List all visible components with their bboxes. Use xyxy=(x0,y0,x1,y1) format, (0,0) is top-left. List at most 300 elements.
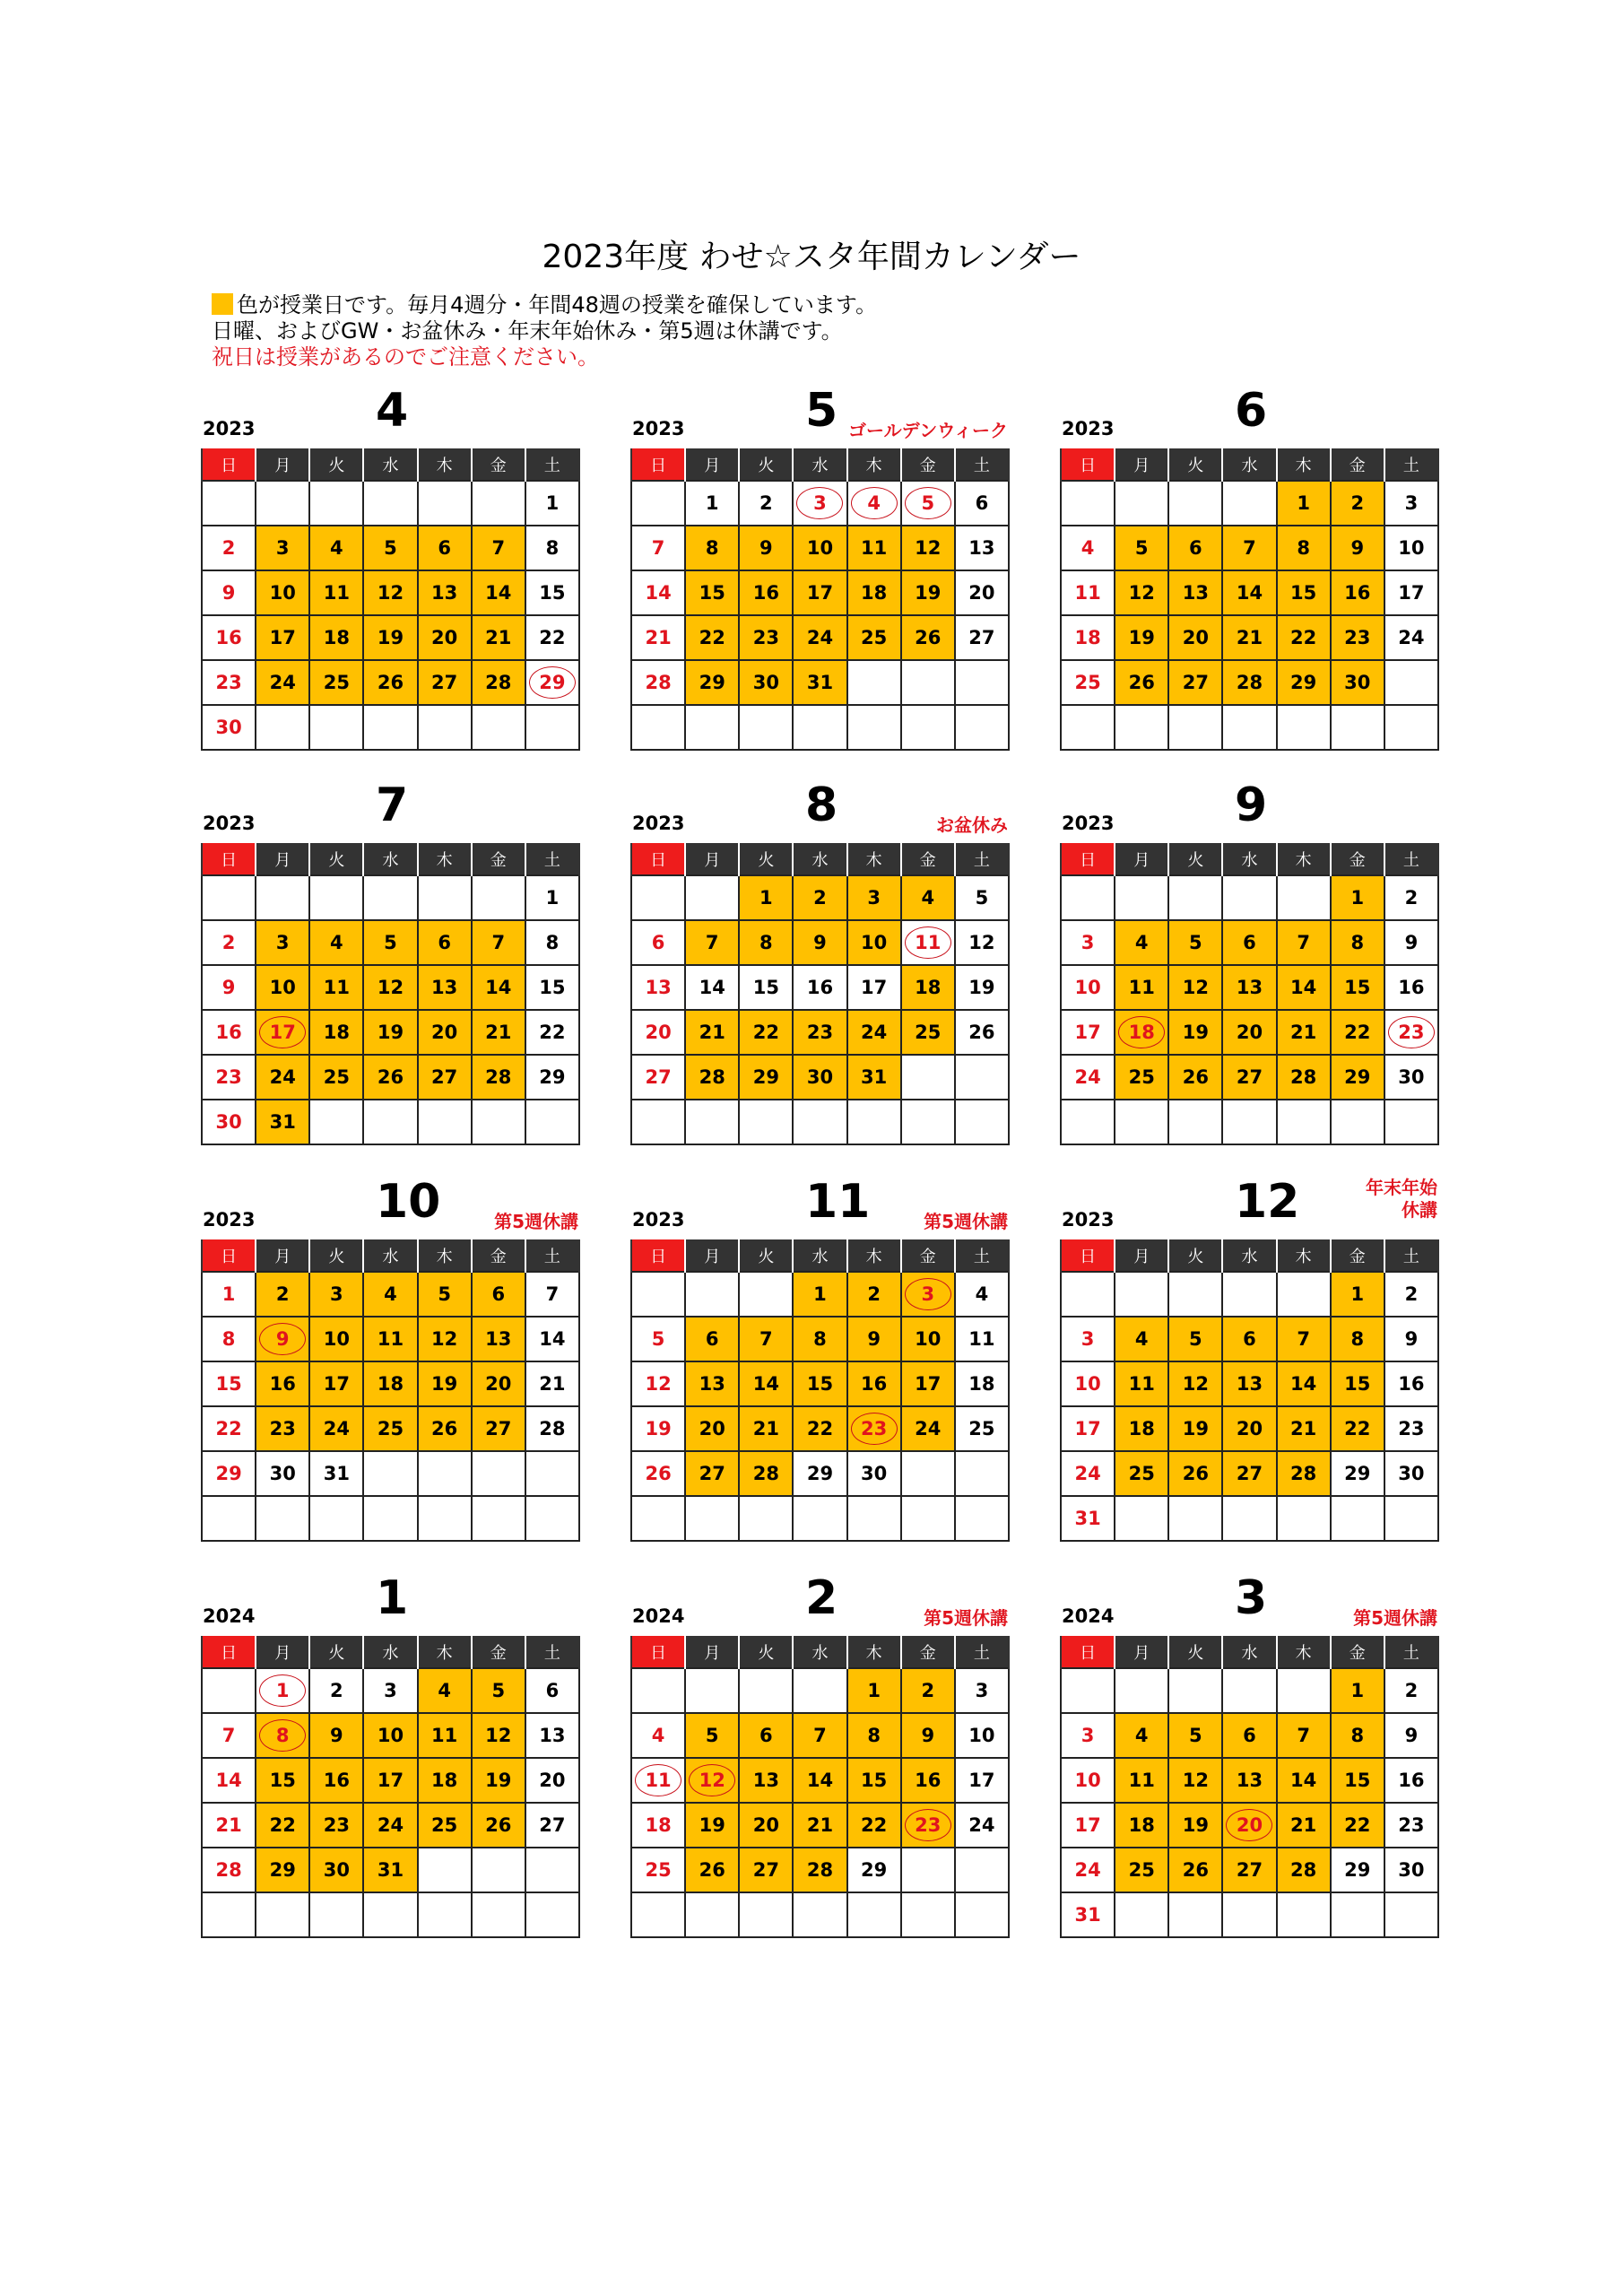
holiday-circle: 5 xyxy=(905,487,951,519)
empty-cell xyxy=(363,481,417,526)
weekday-header: 金 xyxy=(472,1239,525,1272)
week-row xyxy=(631,481,1009,526)
holiday-circle: 1 xyxy=(259,1674,306,1707)
day-cell: 6 xyxy=(1168,526,1222,570)
weekday-header-row xyxy=(202,448,579,481)
day-cell: 15 xyxy=(739,965,793,1010)
day-cell: 24 xyxy=(309,1406,363,1451)
empty-cell xyxy=(955,1892,1009,1937)
day-cell: 17 xyxy=(793,570,846,615)
week-row xyxy=(202,1451,579,1496)
day-cell: 16 xyxy=(901,1758,955,1803)
day-cell: 22 xyxy=(847,1803,901,1848)
day-cell: 12 xyxy=(1168,1758,1222,1803)
week-row xyxy=(202,875,579,920)
day-cell: 12 xyxy=(1168,1361,1222,1406)
day-cell: 27 xyxy=(418,1055,472,1100)
day-cell: 9 xyxy=(847,1317,901,1361)
day-cell: 17 xyxy=(1061,1803,1115,1848)
day-cell: 1 xyxy=(739,875,793,920)
weekday-header: 火 xyxy=(1168,843,1222,875)
empty-cell xyxy=(472,875,525,920)
day-cell: 6 xyxy=(685,1317,739,1361)
weekday-header: 月 xyxy=(685,448,739,481)
weekday-header: 月 xyxy=(1115,843,1168,875)
day-cell: 22 xyxy=(1277,615,1331,660)
day-cell: 26 xyxy=(631,1451,685,1496)
day-cell: 22 xyxy=(793,1406,846,1451)
weekday-header: 木 xyxy=(847,1239,901,1272)
week-row xyxy=(631,1892,1009,1937)
week-row xyxy=(1061,526,1438,570)
week-row xyxy=(1061,1713,1438,1758)
holiday-circle: 4 xyxy=(851,487,898,519)
empty-cell xyxy=(363,1100,417,1144)
day-cell: 14 xyxy=(685,965,739,1010)
day-cell: 19 xyxy=(901,570,955,615)
empty-cell xyxy=(685,1892,739,1937)
weekday-header: 土 xyxy=(1384,448,1438,481)
day-cell: 7 xyxy=(793,1713,846,1758)
day-cell: 17 xyxy=(309,1361,363,1406)
day-cell: 20 xyxy=(631,1010,685,1055)
day-cell: 3 xyxy=(955,1668,1009,1713)
day-cell: 7 xyxy=(1277,920,1331,965)
day-cell: 29 xyxy=(256,1848,309,1892)
week-row xyxy=(1061,1100,1438,1144)
day-cell: 14 xyxy=(631,570,685,615)
day-cell: 1 xyxy=(1331,1668,1384,1713)
day-cell: 4 xyxy=(1115,1713,1168,1758)
day-cell: 17 xyxy=(847,965,901,1010)
day-cell: 5 xyxy=(418,1272,472,1317)
day-cell: 23 xyxy=(793,1010,846,1055)
day-cell: 1 xyxy=(1277,481,1331,526)
week-row xyxy=(1061,660,1438,705)
day-cell: 22 xyxy=(685,615,739,660)
day-cell xyxy=(1384,1010,1438,1055)
day-cell: 30 xyxy=(1384,1848,1438,1892)
weekday-header: 日 xyxy=(1061,1636,1115,1668)
day-cell: 16 xyxy=(1384,965,1438,1010)
day-cell: 1 xyxy=(1331,1272,1384,1317)
day-cell: 13 xyxy=(525,1713,579,1758)
legend-line-1: 色が授業日です。毎月4週分・年間48週の授業を確保しています。 xyxy=(212,292,877,318)
day-cell xyxy=(256,1713,309,1758)
month-header xyxy=(201,780,580,843)
empty-cell xyxy=(309,1892,363,1937)
day-cell: 8 xyxy=(793,1317,846,1361)
weekday-header: 日 xyxy=(631,1636,685,1668)
day-cell: 22 xyxy=(1331,1406,1384,1451)
week-row xyxy=(1061,615,1438,660)
calendar-table xyxy=(1060,1636,1439,1938)
day-cell: 9 xyxy=(1331,526,1384,570)
empty-cell xyxy=(202,481,256,526)
empty-cell xyxy=(955,660,1009,705)
day-cell: 22 xyxy=(1331,1803,1384,1848)
empty-cell xyxy=(363,1892,417,1937)
empty-cell xyxy=(739,705,793,750)
week-row xyxy=(1061,875,1438,920)
day-cell: 31 xyxy=(363,1848,417,1892)
weekday-header: 金 xyxy=(1331,843,1384,875)
calendar-table xyxy=(630,843,1010,1145)
day-cell: 18 xyxy=(1115,1406,1168,1451)
day-cell: 4 xyxy=(309,526,363,570)
day-cell: 16 xyxy=(256,1361,309,1406)
weekday-header: 土 xyxy=(1384,1239,1438,1272)
day-cell: 11 xyxy=(1061,570,1115,615)
day-cell: 2 xyxy=(901,1668,955,1713)
day-cell: 5 xyxy=(1168,1317,1222,1361)
weekday-header: 木 xyxy=(1277,843,1331,875)
day-cell: 21 xyxy=(1277,1010,1331,1055)
empty-cell xyxy=(631,1100,685,1144)
day-cell: 17 xyxy=(1061,1406,1115,1451)
day-cell: 2 xyxy=(202,526,256,570)
weekday-header: 日 xyxy=(631,1239,685,1272)
weekday-header: 火 xyxy=(739,1636,793,1668)
week-row xyxy=(631,615,1009,660)
empty-cell xyxy=(955,705,1009,750)
week-row xyxy=(202,526,579,570)
day-cell: 8 xyxy=(525,526,579,570)
week-row xyxy=(631,1713,1009,1758)
year-label: 2023 xyxy=(632,813,685,834)
weekday-header: 水 xyxy=(1222,1636,1276,1668)
day-cell: 27 xyxy=(1222,1055,1276,1100)
weekday-header: 土 xyxy=(955,1636,1009,1668)
day-cell: 2 xyxy=(739,481,793,526)
day-cell: 27 xyxy=(955,615,1009,660)
day-cell: 12 xyxy=(901,526,955,570)
day-cell: 15 xyxy=(793,1361,846,1406)
day-cell: 4 xyxy=(901,875,955,920)
day-cell: 15 xyxy=(525,570,579,615)
day-cell: 27 xyxy=(1168,660,1222,705)
week-row xyxy=(631,920,1009,965)
month-2023-8 xyxy=(630,780,1010,1145)
day-cell: 22 xyxy=(739,1010,793,1055)
weekday-header-row xyxy=(202,1239,579,1272)
day-cell: 7 xyxy=(1277,1317,1331,1361)
day-cell xyxy=(685,1758,739,1803)
empty-cell xyxy=(525,705,579,750)
empty-cell xyxy=(793,1668,846,1713)
day-cell: 15 xyxy=(1331,965,1384,1010)
week-row xyxy=(1061,1892,1438,1937)
week-row xyxy=(202,1758,579,1803)
empty-cell xyxy=(309,875,363,920)
empty-cell xyxy=(901,1496,955,1541)
month-number: 5 xyxy=(805,384,838,438)
empty-cell xyxy=(739,1668,793,1713)
holiday-circle: 11 xyxy=(905,926,951,959)
page-title: 2023年度 わせ☆スタ年間カレンダー xyxy=(542,239,1081,275)
month-header xyxy=(630,1573,1010,1636)
day-cell xyxy=(847,1406,901,1451)
day-cell xyxy=(901,1272,955,1317)
day-cell: 6 xyxy=(472,1272,525,1317)
day-cell: 23 xyxy=(1384,1803,1438,1848)
day-cell: 14 xyxy=(472,570,525,615)
empty-cell xyxy=(847,660,901,705)
day-cell: 12 xyxy=(955,920,1009,965)
day-cell: 21 xyxy=(793,1803,846,1848)
day-cell: 31 xyxy=(793,660,846,705)
weekday-header: 日 xyxy=(202,448,256,481)
empty-cell xyxy=(1384,1100,1438,1144)
year-label: 2023 xyxy=(203,813,256,834)
week-row xyxy=(631,1406,1009,1451)
week-row xyxy=(202,1010,579,1055)
day-cell xyxy=(631,1758,685,1803)
empty-cell xyxy=(309,705,363,750)
day-cell: 30 xyxy=(1384,1055,1438,1100)
month-2023-10 xyxy=(201,1177,580,1542)
day-cell: 6 xyxy=(1222,920,1276,965)
empty-cell xyxy=(901,660,955,705)
weekday-header: 土 xyxy=(1384,843,1438,875)
weekday-header: 日 xyxy=(1061,1239,1115,1272)
day-cell: 20 xyxy=(418,615,472,660)
day-cell: 11 xyxy=(1115,1361,1168,1406)
day-cell: 30 xyxy=(309,1848,363,1892)
weekday-header: 土 xyxy=(955,843,1009,875)
holiday-circle: 18 xyxy=(1118,1016,1165,1048)
day-cell: 25 xyxy=(1061,660,1115,705)
empty-cell xyxy=(472,705,525,750)
day-cell: 10 xyxy=(1384,526,1438,570)
day-cell: 4 xyxy=(1115,920,1168,965)
weekday-header: 木 xyxy=(418,448,472,481)
day-cell: 28 xyxy=(739,1451,793,1496)
day-cell: 3 xyxy=(1061,920,1115,965)
day-cell: 31 xyxy=(1061,1892,1115,1937)
day-cell: 10 xyxy=(256,965,309,1010)
empty-cell xyxy=(631,705,685,750)
day-cell: 2 xyxy=(793,875,846,920)
week-row xyxy=(1061,1668,1438,1713)
empty-cell xyxy=(631,1496,685,1541)
day-cell: 31 xyxy=(256,1100,309,1144)
weekday-header: 火 xyxy=(1168,448,1222,481)
day-cell: 15 xyxy=(525,965,579,1010)
day-cell: 24 xyxy=(1061,1451,1115,1496)
weekday-header: 月 xyxy=(1115,1239,1168,1272)
day-cell: 10 xyxy=(1061,1758,1115,1803)
empty-cell xyxy=(1222,875,1276,920)
week-row xyxy=(1061,1848,1438,1892)
calendar-table xyxy=(201,1239,580,1542)
day-cell: 15 xyxy=(1331,1758,1384,1803)
day-cell: 13 xyxy=(631,965,685,1010)
day-cell: 7 xyxy=(631,526,685,570)
day-cell: 11 xyxy=(847,526,901,570)
month-note: 第5週休講 xyxy=(924,1211,1008,1232)
day-cell: 3 xyxy=(363,1668,417,1713)
day-cell: 10 xyxy=(1061,1361,1115,1406)
empty-cell xyxy=(1115,875,1168,920)
day-cell: 16 xyxy=(202,1010,256,1055)
calendar-table xyxy=(630,1636,1010,1938)
weekday-header: 日 xyxy=(202,843,256,875)
day-cell: 6 xyxy=(1222,1317,1276,1361)
day-cell: 28 xyxy=(202,1848,256,1892)
day-cell: 1 xyxy=(793,1272,846,1317)
day-cell: 16 xyxy=(1384,1758,1438,1803)
month-note: 年末年始 休講 xyxy=(1366,1177,1437,1221)
year-label: 2023 xyxy=(1062,418,1115,439)
day-cell: 13 xyxy=(418,570,472,615)
empty-cell xyxy=(525,1848,579,1892)
day-cell: 25 xyxy=(363,1406,417,1451)
weekday-header: 月 xyxy=(256,448,309,481)
month-number: 1 xyxy=(376,1571,409,1625)
day-cell xyxy=(256,1010,309,1055)
day-cell: 17 xyxy=(256,615,309,660)
empty-cell xyxy=(1331,1100,1384,1144)
calendar-table xyxy=(1060,1239,1439,1542)
weekday-header: 金 xyxy=(901,448,955,481)
week-row xyxy=(631,1758,1009,1803)
day-cell: 9 xyxy=(1384,1713,1438,1758)
month-header xyxy=(1060,386,1439,448)
weekday-header: 水 xyxy=(793,1239,846,1272)
calendar-table xyxy=(1060,448,1439,751)
holiday-circle: 23 xyxy=(851,1413,898,1445)
day-cell: 4 xyxy=(309,920,363,965)
day-cell: 14 xyxy=(1277,1361,1331,1406)
month-2023-5 xyxy=(630,386,1010,751)
day-cell: 24 xyxy=(793,615,846,660)
day-cell: 21 xyxy=(1277,1406,1331,1451)
day-cell: 7 xyxy=(685,920,739,965)
weekday-header: 水 xyxy=(793,843,846,875)
day-cell: 1 xyxy=(685,481,739,526)
day-cell: 22 xyxy=(1331,1010,1384,1055)
day-cell: 3 xyxy=(256,526,309,570)
holiday-circle: 9 xyxy=(259,1323,306,1355)
day-cell: 30 xyxy=(1384,1451,1438,1496)
empty-cell xyxy=(418,1892,472,1937)
day-cell: 26 xyxy=(1168,1055,1222,1100)
month-note: お盆休み xyxy=(936,814,1008,836)
weekday-header-row xyxy=(1061,448,1438,481)
day-cell: 15 xyxy=(202,1361,256,1406)
year-label: 2023 xyxy=(1062,1209,1115,1231)
week-row xyxy=(1061,570,1438,615)
empty-cell xyxy=(631,481,685,526)
day-cell: 3 xyxy=(309,1272,363,1317)
week-row xyxy=(202,1317,579,1361)
day-cell: 17 xyxy=(363,1758,417,1803)
empty-cell xyxy=(1277,875,1331,920)
day-cell: 10 xyxy=(1061,965,1115,1010)
day-cell: 19 xyxy=(363,615,417,660)
weekday-header: 月 xyxy=(685,1239,739,1272)
empty-cell xyxy=(1061,1668,1115,1713)
day-cell: 6 xyxy=(739,1713,793,1758)
day-cell: 16 xyxy=(202,615,256,660)
day-cell: 18 xyxy=(309,1010,363,1055)
day-cell: 14 xyxy=(472,965,525,1010)
day-cell: 28 xyxy=(472,660,525,705)
day-cell: 27 xyxy=(472,1406,525,1451)
day-cell: 2 xyxy=(1384,1272,1438,1317)
day-cell: 15 xyxy=(685,570,739,615)
week-row xyxy=(202,1713,579,1758)
empty-cell xyxy=(1115,1496,1168,1541)
week-row xyxy=(631,1496,1009,1541)
empty-cell xyxy=(1384,705,1438,750)
day-cell: 1 xyxy=(525,481,579,526)
day-cell: 2 xyxy=(847,1272,901,1317)
day-cell: 23 xyxy=(202,1055,256,1100)
empty-cell xyxy=(418,1100,472,1144)
day-cell xyxy=(901,1803,955,1848)
empty-cell xyxy=(685,1272,739,1317)
day-cell: 28 xyxy=(1277,1848,1331,1892)
day-cell: 19 xyxy=(418,1361,472,1406)
day-cell: 19 xyxy=(631,1406,685,1451)
week-row xyxy=(631,1010,1009,1055)
day-cell: 9 xyxy=(793,920,846,965)
weekday-header: 水 xyxy=(363,1636,417,1668)
weekday-header: 金 xyxy=(901,1239,955,1272)
empty-cell xyxy=(1061,1272,1115,1317)
week-row xyxy=(202,1055,579,1100)
day-cell: 17 xyxy=(901,1361,955,1406)
day-cell: 20 xyxy=(1222,1010,1276,1055)
week-row xyxy=(631,705,1009,750)
day-cell: 5 xyxy=(1168,920,1222,965)
week-row xyxy=(1061,1451,1438,1496)
day-cell: 25 xyxy=(1115,1055,1168,1100)
day-cell: 17 xyxy=(1384,570,1438,615)
day-cell: 29 xyxy=(739,1055,793,1100)
day-cell: 10 xyxy=(901,1317,955,1361)
empty-cell xyxy=(1115,1272,1168,1317)
empty-cell xyxy=(1115,481,1168,526)
year-label: 2024 xyxy=(1062,1605,1115,1627)
day-cell: 26 xyxy=(955,1010,1009,1055)
week-row xyxy=(202,705,579,750)
day-cell: 23 xyxy=(739,615,793,660)
day-cell: 13 xyxy=(1222,1361,1276,1406)
day-cell: 14 xyxy=(1277,965,1331,1010)
day-cell: 19 xyxy=(1115,615,1168,660)
day-cell: 30 xyxy=(256,1451,309,1496)
weekday-header: 月 xyxy=(1115,1636,1168,1668)
week-row xyxy=(631,875,1009,920)
day-cell: 19 xyxy=(1168,1803,1222,1848)
weekday-header-row xyxy=(1061,1636,1438,1668)
day-cell: 8 xyxy=(525,920,579,965)
weekday-header: 木 xyxy=(1277,448,1331,481)
month-note: 第5週休講 xyxy=(494,1211,578,1232)
month-header xyxy=(630,1177,1010,1239)
empty-cell xyxy=(202,1892,256,1937)
day-cell: 21 xyxy=(1222,615,1276,660)
day-cell: 16 xyxy=(309,1758,363,1803)
empty-cell xyxy=(1222,705,1276,750)
empty-cell xyxy=(363,1496,417,1541)
week-row xyxy=(1061,965,1438,1010)
day-cell: 28 xyxy=(472,1055,525,1100)
week-row xyxy=(1061,1803,1438,1848)
